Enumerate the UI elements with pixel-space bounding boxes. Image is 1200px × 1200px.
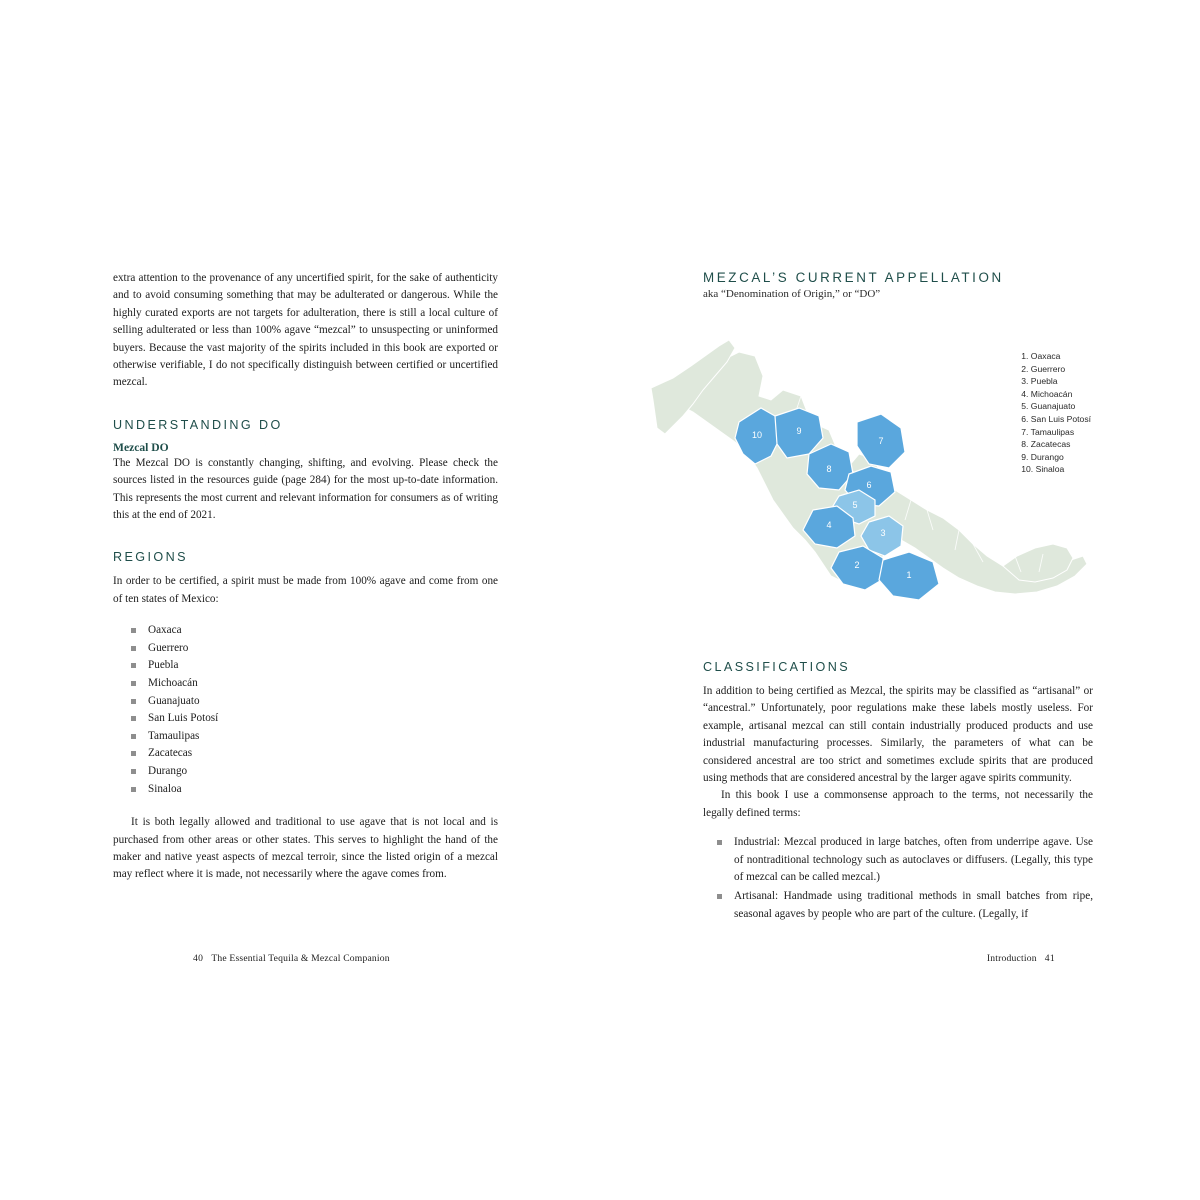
map-label-2: 2 [854, 560, 860, 570]
state-label: Guerrero [148, 641, 189, 654]
book-title: The Essential Tequila & Mezcal Companion [211, 953, 390, 964]
state-label: Puebla [148, 659, 179, 672]
legend-item: 2. Guerrero [1021, 363, 1066, 374]
states-list [113, 622, 498, 798]
definition-artisanal: Artisanal: Handmade using traditional methods in small batches from ripe, seasonal agaves by people who are part of the culture. (Legally, if [734, 890, 1093, 920]
definition-industrial: Industrial: Mezcal produced in large batches, often from underripe agave. Use of nontraditional technology such as autoclaves or diffusers. (Legally, this type of mezcal can be called mezcal.) [734, 836, 1093, 884]
paragraph-commonsense: In this book I use a commonsense approach to the terms, not necessarily the legally defined terms: [703, 789, 1093, 819]
map-label-9: 9 [796, 426, 802, 436]
left-page [113, 270, 498, 884]
state-label: Tamaulipas [148, 729, 200, 742]
state-label: Sinaloa [148, 782, 182, 795]
folio-left [193, 953, 390, 964]
legend-item: 9. Durango [1021, 451, 1064, 462]
folio-right [987, 953, 1055, 964]
definitions-list [703, 834, 1093, 923]
page-number-left: 40 [193, 953, 204, 964]
map-legend [1021, 350, 1091, 476]
paragraph-agave-origin: It is both legally allowed and traditional to use agave that is not local and is purchased from other areas or other states. This serves to highlight the hand of the maker and native yeast aspects of mezcal terroir, since the listed origin of a mezcal may reflect where it is made, not necessarily where the agave comes from. [113, 816, 498, 881]
legend-item: 1. Oaxaca [1021, 351, 1061, 361]
map-label-5: 5 [852, 500, 858, 510]
subheading-mezcal-do: Mezcal DO [113, 440, 169, 454]
heading-classifications: CLASSIFICATIONS [703, 660, 851, 674]
list-item [131, 693, 498, 711]
mexico-map [703, 304, 1093, 634]
map-label-7: 7 [878, 436, 884, 446]
list-item [717, 888, 1093, 923]
legend-item: 6. San Luis Potosí [1021, 413, 1091, 424]
heading-understanding-do: UNDERSTANDING DO [113, 417, 283, 432]
map-label-4: 4 [826, 520, 832, 530]
legend-item: 5. Guanajuato [1021, 401, 1076, 412]
chapter-title: Introduction [986, 953, 1037, 964]
state-label: Guanajuato [148, 694, 200, 707]
list-item [131, 710, 498, 728]
list-item [131, 675, 498, 693]
legend-item: 10. Sinaloa [1021, 464, 1065, 475]
map-title: MEZCAL’S CURRENT APPELLATION [703, 270, 1004, 285]
list-item [131, 657, 498, 675]
legend-item: 7. Tamaulipas [1021, 426, 1075, 437]
paragraph-classifications: In addition to being certified as Mezcal, the spirits may be classified as “artisanal” or “ancestral.” Unfortunately, poor regulations make these labels mostly useless. For example, artisanal mezcal can still contain industrially produced products and use industrial manufacturing processes. Similarly, the parameters of what can be considered ancestral are too strict and sometimes exclude spirits that are produced using methods that are considered ancestral by the larger agave spirits community. [703, 685, 1093, 785]
map-subtitle: aka “Denomination of Origin,” or “DO” [703, 288, 881, 300]
state-label: Michoacán [148, 677, 198, 690]
paragraph-provenance: extra attention to the provenance of any uncertified spirit, for the sake of authenticity and to avoid consuming something that may be adulterated or dangerous. While the highly curated exports are not targets for adulteration, there is still a local culture of selling adulterated or less than 100% agave “mezcal” to unsuspecting or uninformed buyers. Because the vast majority of the spirits included in this book are exported or otherwise verifiable, I do not specifically distinguish between certified or uncertified mezcal. [113, 272, 498, 389]
page-number-right: 41 [1044, 953, 1055, 964]
list-item [131, 763, 498, 781]
heading-regions: REGIONS [113, 550, 188, 565]
paragraph-mezcal-do: The Mezcal DO is constantly changing, shifting, and evolving. Please check the sources listed in the resources guide (page 284) for the most up-to-date information. This represents the most current and relevant information for consumers as of writing this at the end of 2021. [113, 456, 498, 522]
legend-item: 3. Puebla [1021, 376, 1058, 387]
state-label: Oaxaca [148, 624, 182, 637]
legend-item: 8. Zacatecas [1021, 439, 1071, 450]
map-label-6: 6 [866, 480, 872, 490]
list-item [131, 745, 498, 763]
right-page [703, 270, 1093, 925]
map-label-1: 1 [906, 570, 912, 580]
map-label-8: 8 [826, 464, 832, 474]
state-label: Durango [148, 765, 188, 778]
state-label: Zacatecas [148, 747, 193, 760]
list-item [131, 640, 498, 658]
list-item [131, 622, 498, 640]
paragraph-regions: In order to be certified, a spirit must be made from 100% agave and come from one of ten states of Mexico: [113, 575, 498, 605]
list-item [717, 834, 1093, 886]
list-item [131, 728, 498, 746]
state-label: San Luis Potosí [148, 712, 219, 725]
map-label-3: 3 [880, 528, 886, 538]
spacer [113, 798, 498, 814]
legend-item: 4. Michoacán [1021, 388, 1073, 399]
list-item [131, 781, 498, 799]
map-label-10: 10 [751, 430, 763, 440]
